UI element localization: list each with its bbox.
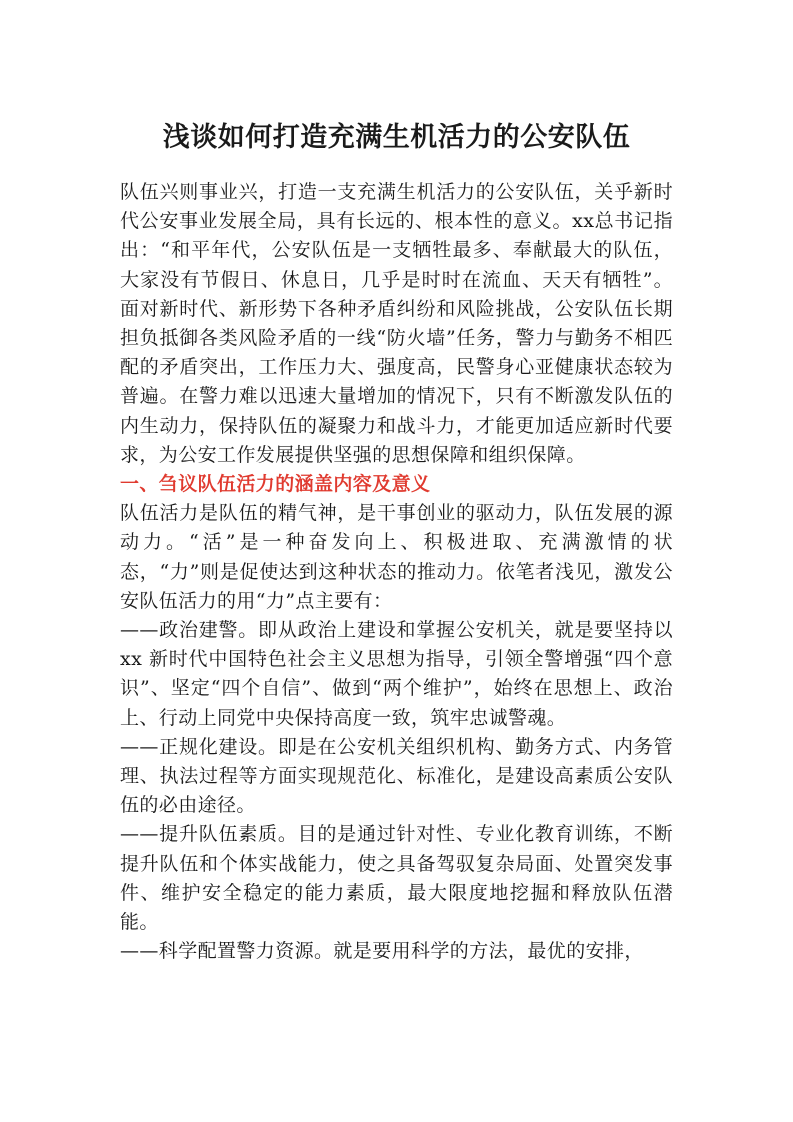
intro-paragraph: 队伍兴则事业兴，打造一支充满生机活力的公安队伍，关乎新时代公安事业发展全局，具有长远的、根本性的意义。xx总书记指出：“和平年代，公安队伍是一支牺牲最多、奉献最大的队伍，大家没有节假日、休息日，几乎是时时在流血、天天有牺牲”。面对新时代、新形势下各种矛盾纠纷和风险挑战，公安队伍长期担负抵御各类风险矛盾的一线“防火墙”任务，警力与勤务不相匹配的矛盾突出，工作压力大、强度高，民警身心亚健康状态较为普遍。在警力难以迅速大量增加的情况下，只有不断激发队伍的内生动力，保持队伍的凝聚力和战斗力，才能更加适应新时代要求，为公安工作发展提供坚强的思想保障和组织保障。 <box>120 181 673 466</box>
section-intro-paragraph: 队伍活力是队伍的精气神，是干事创业的驱动力，队伍发展的源动力。“活”是一种奋发向上、积极进取、充满激情的状态，“力”则是促使达到这种状态的推动力。依笔者浅见，激发公安队伍活力的用“力”点主要有： <box>120 502 673 612</box>
section-heading: 一、刍议队伍活力的涵盖内容及意义 <box>120 473 431 496</box>
point-standardization: ——正规化建设。即是在公安机关组织机构、勤务方式、内务管理、执法过程等方面实现规范化、标准化，是建设高素质公安队伍的必由途径。 <box>120 735 673 817</box>
document-body <box>120 178 673 966</box>
point-quality: ——提升队伍素质。目的是通过针对性、专业化教育训练，不断提升队伍和个体实战能力，使之具备驾驭复杂局面、处置突发事件、维护安全稳定的能力素质，最大限度地挖掘和释放队伍潜能。 <box>120 823 673 934</box>
point-political: ——政治建警。即从政治上建设和掌握公安机关，就是要坚持以 xx 新时代中国特色社会主义思想为指导，引领全警增强“四个意识”、坚定“四个自信”、做到“两个维护”，始终在思想上、政治上、行动上同党中央保持高度一致，筑牢忠诚警魂。 <box>120 619 673 729</box>
point-resources: ——科学配置警力资源。就是要用科学的方法，最优的安排， <box>120 940 644 963</box>
document-title: 浅谈如何打造充满生机活力的公安队伍 <box>162 122 631 153</box>
